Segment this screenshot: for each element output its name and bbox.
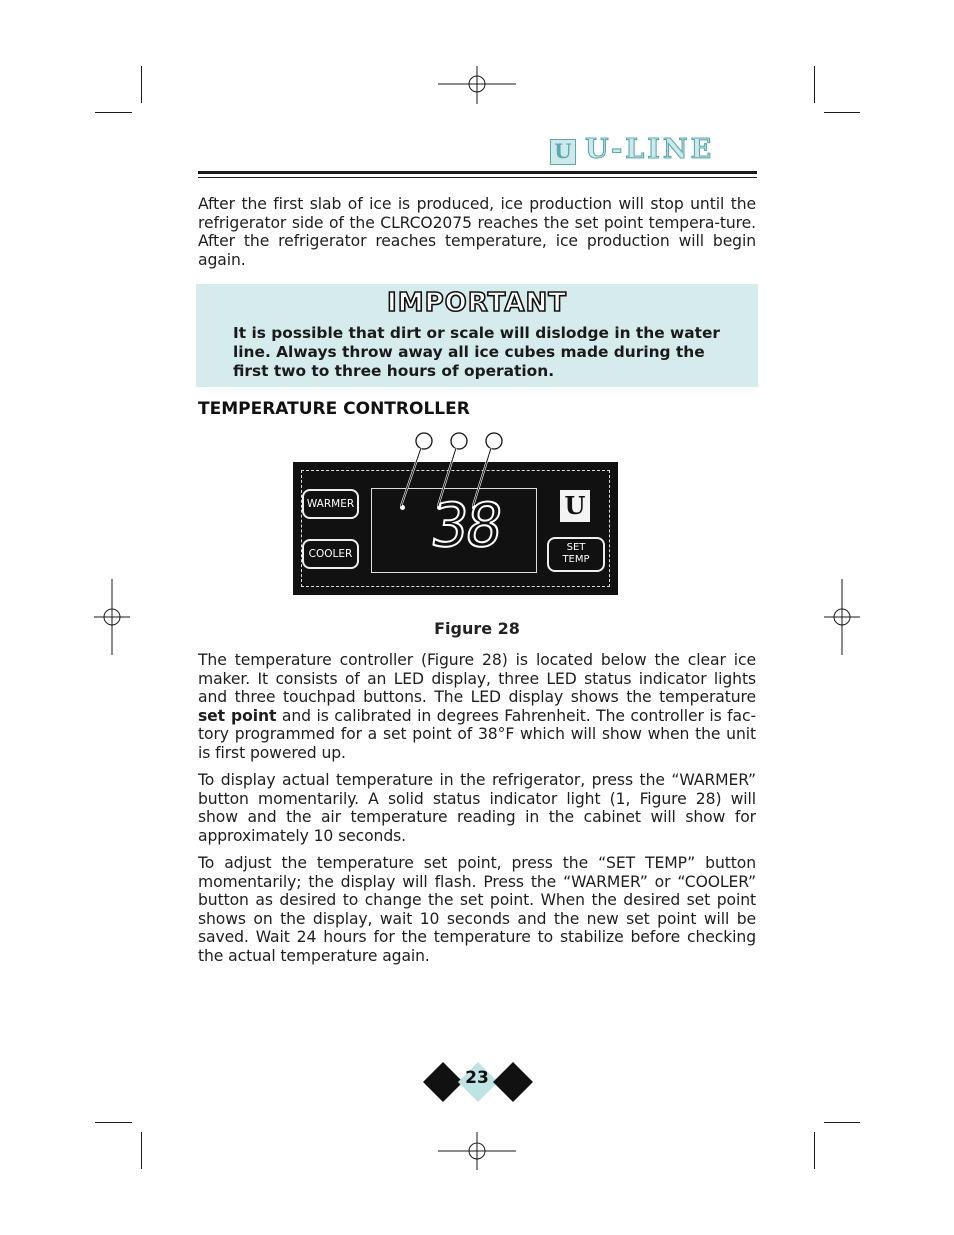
- temperature-controller-figure: [292, 430, 619, 596]
- brand-logo-mark: [550, 139, 576, 165]
- callout-leaders: [292, 430, 619, 530]
- figure-caption: Figure 28: [434, 619, 520, 638]
- cooler-label: COOLER: [308, 548, 353, 560]
- important-callout: [196, 284, 758, 387]
- header-rule-thin: [198, 177, 757, 178]
- registration-mark-left: [94, 579, 130, 655]
- section-heading: TEMPERATURE CONTROLLER: [198, 399, 470, 419]
- panel-logo-mark: U: [564, 491, 586, 520]
- registration-mark-right: [824, 579, 860, 655]
- header-rule-thick: [198, 171, 757, 174]
- important-title: IMPORTANT: [387, 288, 567, 318]
- intro-paragraph: After the first slab of ice is produced, ice production will stop until the refrigerator side of the CLRCO2075 reaches the set point tempera-ture. After the refrigerator reaches temperature, ice production will begin again.: [198, 195, 756, 269]
- brand-name: U-LINE: [585, 134, 715, 165]
- set-label: SET: [566, 542, 586, 553]
- registration-mark-bottom: [438, 1132, 516, 1170]
- logo-mark-text: U: [554, 139, 572, 163]
- paragraph-3: To adjust the temperature set point, press the “SET TEMP” button momentarily; the display will flash. Press the “WARMER” or “COOLER” button as desired to change the set point. When the desired set point shows on the display, wait 10 seconds and the new set point will be saved. Wait 24 hours for the temperature to stabilize before checking the actual temperature again.: [198, 854, 756, 965]
- display-value: 38: [427, 491, 506, 561]
- cooler-button[interactable]: [302, 539, 359, 569]
- important-text: It is possible that dirt or scale will dislodge in the water line. Always throw away all ice cubes made during the first two to three hours of operation.: [233, 324, 721, 380]
- temp-label: TEMP: [562, 554, 590, 565]
- paragraph-1-part-b: and is calibrated in degrees Fahrenheit. The controller is fac-tory programmed for a set point of 38°F which will show when the unit is first powered up.: [198, 706, 756, 762]
- paragraph-1-part-a: The temperature controller (Figure 28) is located below the clear ice maker. It consists of an LED display, three LED status indicator lights and three touchpad buttons. The LED display shows the temperature: [198, 651, 756, 707]
- warmer-label: WARMER: [306, 498, 355, 510]
- set-temp-button[interactable]: [547, 537, 605, 572]
- page-number: 23: [465, 1068, 489, 1088]
- paragraph-1: [198, 651, 756, 763]
- paragraph-2: To display actual temperature in the refrigerator, press the “WARMER” button momentarily. A solid status indicator light (1, Figure 28) will show and the air temperature reading in the cabinet will show for approximately 10 seconds.: [198, 771, 756, 845]
- paragraph-1-bold: set point: [198, 706, 277, 725]
- registration-mark-top: [438, 66, 516, 104]
